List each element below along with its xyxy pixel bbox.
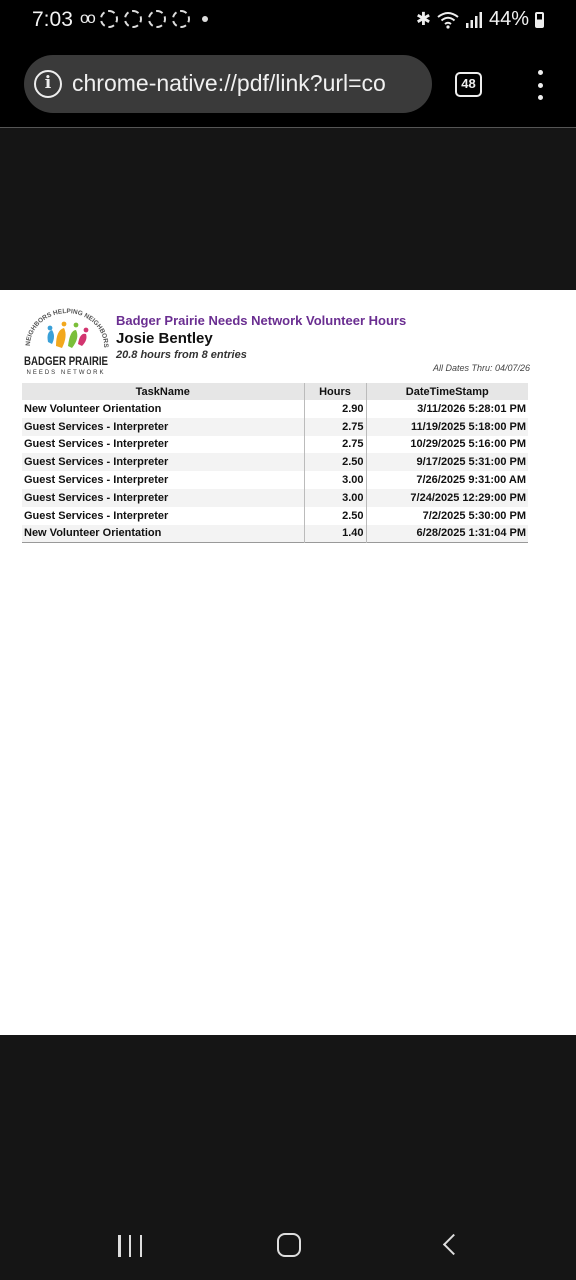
date-cell: 7/26/2025 9:31:00 AM xyxy=(416,474,526,487)
task-cell: New Volunteer Orientation xyxy=(22,400,304,418)
url-text[interactable]: chrome-native://pdf/link?url=co xyxy=(72,70,386,96)
badger-prairie-logo xyxy=(22,308,110,378)
hours-cell: 2.75 xyxy=(304,418,366,436)
browser-toolbar xyxy=(0,42,576,128)
table-header-row xyxy=(22,383,528,400)
table-row xyxy=(22,471,528,489)
task-cell: Guest Services - Interpreter xyxy=(22,418,304,436)
logo-name: BADGER PRAIRIE xyxy=(24,354,108,368)
date-cell: 7/24/2025 12:29:00 PM xyxy=(366,489,528,507)
table-row xyxy=(22,418,528,436)
column-header-hours: Hours xyxy=(304,383,366,400)
date-cell: 11/19/2025 5:18:00 PM xyxy=(366,418,528,436)
task-cell: Guest Services - Interpreter xyxy=(22,471,304,489)
notification-icons xyxy=(80,10,208,28)
dates-thru: All Dates Thru: 04/07/26 xyxy=(432,363,530,373)
battery-icon xyxy=(535,12,544,28)
pdf-page xyxy=(0,290,576,1035)
back-icon[interactable] xyxy=(443,1234,464,1255)
hours-summary: 20.8 hours from 8 entries xyxy=(116,349,247,361)
logo-subtitle: NEEDS NETWORK xyxy=(26,370,106,376)
column-header-date: DateTimeStamp xyxy=(366,383,528,400)
logo-arc-text: NEIGHBORS HELPING NEIGHBORS xyxy=(24,308,110,348)
notification-icon xyxy=(148,10,166,28)
tab-switcher-button[interactable]: 48 xyxy=(455,72,482,97)
hours-cell: 2.75 xyxy=(304,436,366,454)
address-bar[interactable] xyxy=(24,55,432,113)
table-row xyxy=(22,436,528,454)
date-cell: 3/11/2026 5:28:01 PM xyxy=(417,402,526,415)
dot-icon xyxy=(202,16,208,22)
signal-icon xyxy=(465,12,483,28)
date-cell: 10/29/2025 5:16:00 PM xyxy=(410,438,526,451)
hours-cell: 3.00 xyxy=(304,471,366,489)
bluetooth-icon: ✱ xyxy=(415,9,431,29)
task-cell: Guest Services - Interpreter xyxy=(22,507,304,525)
hours-cell: 2.50 xyxy=(304,453,366,471)
home-icon[interactable] xyxy=(277,1233,301,1257)
task-cell: Guest Services - Interpreter xyxy=(22,489,304,507)
status-bar xyxy=(0,0,576,42)
task-cell: Guest Services - Interpreter xyxy=(22,453,304,471)
date-cell: 9/17/2025 5:31:00 PM xyxy=(366,453,528,471)
more-menu-icon[interactable] xyxy=(530,70,550,100)
table-row xyxy=(22,453,528,471)
recents-icon[interactable] xyxy=(118,1235,142,1257)
task-cell: New Volunteer Orientation xyxy=(22,525,304,543)
system-icons xyxy=(416,8,544,31)
hours-cell: 2.50 xyxy=(304,507,366,525)
table-row xyxy=(22,489,528,507)
date-cell: 7/2/2025 5:30:00 PM xyxy=(422,509,526,522)
voicemail-icon: oo xyxy=(80,10,94,27)
date-cell: 6/28/2025 1:31:04 PM xyxy=(366,525,528,543)
status-time: 7:03 xyxy=(32,8,73,31)
task-cell: Guest Services - Interpreter xyxy=(22,436,304,454)
volunteer-hours-table xyxy=(22,383,528,543)
table-row xyxy=(22,507,528,525)
table-row xyxy=(22,525,528,543)
navigation-bar xyxy=(0,1205,576,1280)
wifi-icon xyxy=(437,11,459,29)
notification-icon xyxy=(100,10,118,28)
hours-cell: 1.40 xyxy=(304,525,366,543)
info-icon[interactable]: i xyxy=(34,70,62,98)
hours-cell: 2.90 xyxy=(304,400,366,418)
hours-cell: 3.00 xyxy=(304,489,366,507)
column-header-task: TaskName xyxy=(22,383,304,400)
notification-icon xyxy=(172,10,190,28)
notification-icon xyxy=(124,10,142,28)
volunteer-name: Josie Bentley xyxy=(116,330,213,347)
battery-percent: 44% xyxy=(488,8,529,30)
table-row xyxy=(22,400,528,418)
svg-text:NEIGHBORS HELPING NEIGHBORS xyxy=(25,308,109,348)
report-title: Badger Prairie Needs Network Volunteer Hours xyxy=(116,313,407,328)
